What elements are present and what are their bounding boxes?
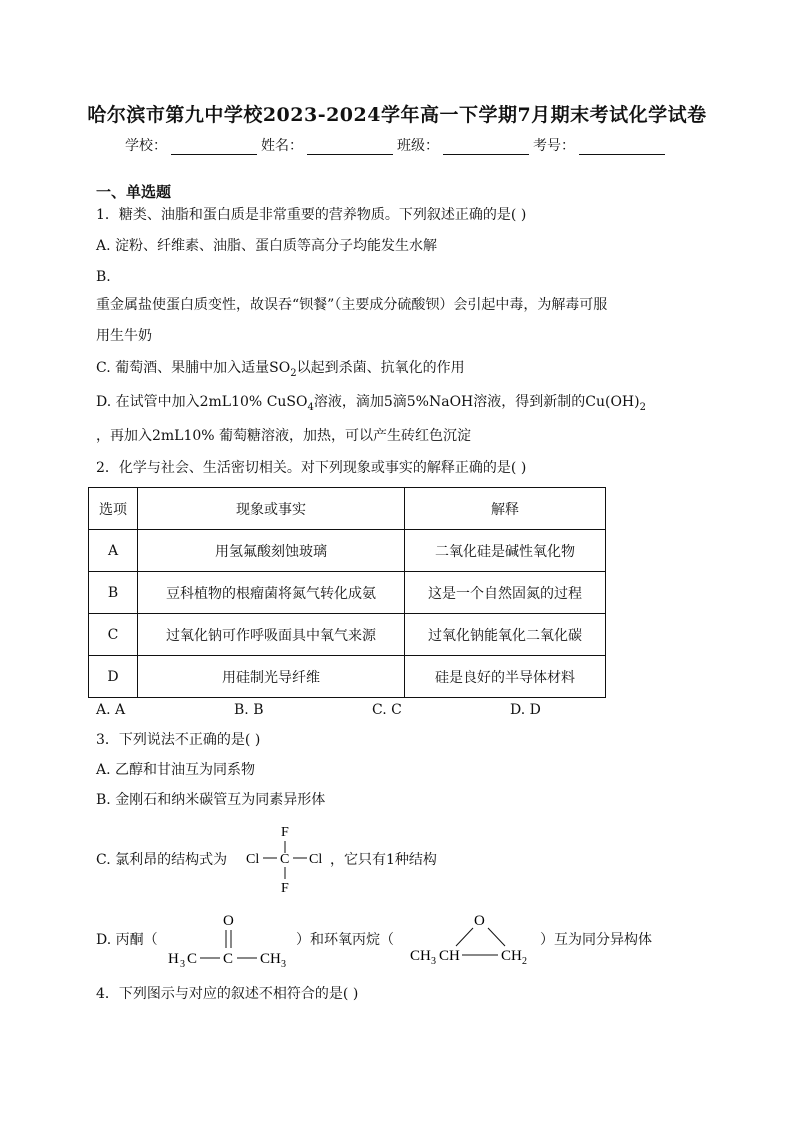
- q2-table: [88, 487, 606, 698]
- table-header-row: [89, 488, 606, 530]
- class-blank[interactable]: [443, 140, 529, 155]
- table-cell: 豆科植物的根瘤菌将氮气转化成氨: [138, 572, 405, 614]
- class-label: 班级：: [397, 138, 439, 154]
- q3-stem: 3．下列说法不正确的是( ): [96, 732, 261, 748]
- q1-option-a: A. 淀粉、纤维素、油脂、蛋白质等高分子均能发生水解: [96, 238, 438, 254]
- school-blank[interactable]: [171, 140, 257, 155]
- acetone-right-ch: CH: [260, 951, 281, 967]
- freon-structure-formula: [244, 820, 328, 896]
- freon-center-c: C: [280, 852, 290, 867]
- acetone-left-c: C: [187, 951, 198, 967]
- acetone-structure-formula: [166, 908, 296, 970]
- number-label: 考号：: [533, 138, 575, 154]
- table-cell: 用硅制光导纤维: [138, 656, 405, 698]
- table-cell: D: [89, 656, 138, 698]
- student-info-line: [0, 135, 794, 155]
- table-row: [89, 656, 606, 698]
- cuoh2-formula: $Cu(OH)_2$: [585, 394, 646, 413]
- section-heading: 一、单选题: [96, 183, 172, 201]
- table-row: [89, 614, 606, 656]
- freon-right-cl: Cl: [309, 852, 323, 867]
- table-cell: 这是一个自然固氮的过程: [405, 572, 606, 614]
- table-header-cell: 解释: [405, 488, 606, 530]
- q2-option-c: C. C: [372, 702, 402, 718]
- q3-option-c-pre: C. 氯利昂的结构式为: [96, 852, 228, 868]
- name-blank[interactable]: [307, 140, 393, 155]
- q3-option-d-mid: ）和环氧丙烷（: [296, 932, 394, 948]
- table-header-cell: 现象或事实: [138, 488, 405, 530]
- epoxy-oxygen: O: [474, 913, 485, 929]
- epoxy-right-ch: CH: [501, 948, 522, 964]
- acetone-right-sub: 3: [281, 959, 286, 970]
- epoxy-left-sub: 3: [431, 956, 436, 967]
- freon-bottom-f: F: [281, 881, 289, 896]
- table-cell: B: [89, 572, 138, 614]
- acetone-center-c: C: [223, 951, 234, 967]
- epoxy-left-tail: CH: [439, 948, 460, 964]
- table-cell: 过氧化钠可作呼吸面具中氧气来源: [138, 614, 405, 656]
- table-cell: 用氢氟酸刻蚀玻璃: [138, 530, 405, 572]
- table-row: [89, 530, 606, 572]
- table-header-cell: 选项: [89, 488, 138, 530]
- q3-option-d-pre: D. 丙酮（: [96, 932, 158, 948]
- table-cell: 二氧化硅是碱性氧化物: [405, 530, 606, 572]
- number-blank[interactable]: [579, 140, 665, 155]
- table-cell: C: [89, 614, 138, 656]
- q3-option-d-post: ）互为同分异构体: [540, 932, 652, 948]
- cuso4-formula: CuSO$_4$: [266, 394, 314, 413]
- q3-option-b: B. 金刚石和纳米碳管互为同素异形体: [96, 792, 326, 808]
- acetone-left-sub: 3: [180, 959, 185, 970]
- q3-option-c-post: ，它只有1种结构: [330, 852, 437, 868]
- q1-option-b-line1: 重金属盐使蛋白质变性，故误吞“钡餐”（主要成分硫酸钡）会引起中毒，为解毒可服: [96, 297, 608, 313]
- q1-option-c: C. 葡萄酒、果脯中加入适量$SO_2$以起到杀菌、抗氧化的作用: [96, 360, 465, 379]
- q1-stem: 1．糖类、油脂和蛋白质是非常重要的营养物质。下列叙述正确的是( ): [96, 207, 527, 223]
- table-cell: A: [89, 530, 138, 572]
- q1-option-d-line2: ，再加入2mL10% 葡萄糖溶液，加热，可以产生砖红色沉淀: [96, 428, 472, 444]
- so2-formula: $SO_2$: [269, 360, 297, 379]
- page-title: 哈尔滨市第九中学校2023-2024学年高一下学期7月期末考试化学试卷: [87, 104, 707, 126]
- freon-top-f: F: [281, 825, 289, 840]
- q1-option-d-line1: D. 在试管中加入2mL10% CuSO$_4$溶液，滴加5滴5%NaOH溶液，得到新制的$Cu(OH)_2$: [96, 394, 646, 413]
- acetone-left-h: H: [168, 951, 179, 967]
- q1-option-b-line2: 用生牛奶: [96, 328, 152, 344]
- q2-option-d: D. D: [510, 702, 541, 718]
- acetone-oxygen: O: [223, 913, 234, 929]
- epoxy-left-ch: CH: [410, 948, 431, 964]
- epoxypropane-structure-formula: [408, 908, 542, 970]
- q2-stem: 2．化学与社会、生活密切相关。对下列现象或事实的解释正确的是( ): [96, 460, 527, 476]
- q1-option-b-label: B.: [96, 269, 111, 285]
- q3-option-a: A. 乙醇和甘油互为同系物: [96, 762, 256, 778]
- q2-option-b: B. B: [234, 702, 264, 718]
- q2-option-a: A. A: [96, 702, 126, 718]
- school-label: 学校：: [125, 138, 167, 154]
- table-row: [89, 572, 606, 614]
- table-cell: 过氧化钠能氧化二氧化碳: [405, 614, 606, 656]
- epoxy-right-sub: 2: [522, 956, 527, 967]
- freon-left-cl: Cl: [246, 852, 260, 867]
- name-label: 姓名：: [261, 138, 303, 154]
- table-cell: 硅是良好的半导体材料: [405, 656, 606, 698]
- q4-stem: 4．下列图示与对应的叙述不相符合的是( ): [96, 986, 359, 1002]
